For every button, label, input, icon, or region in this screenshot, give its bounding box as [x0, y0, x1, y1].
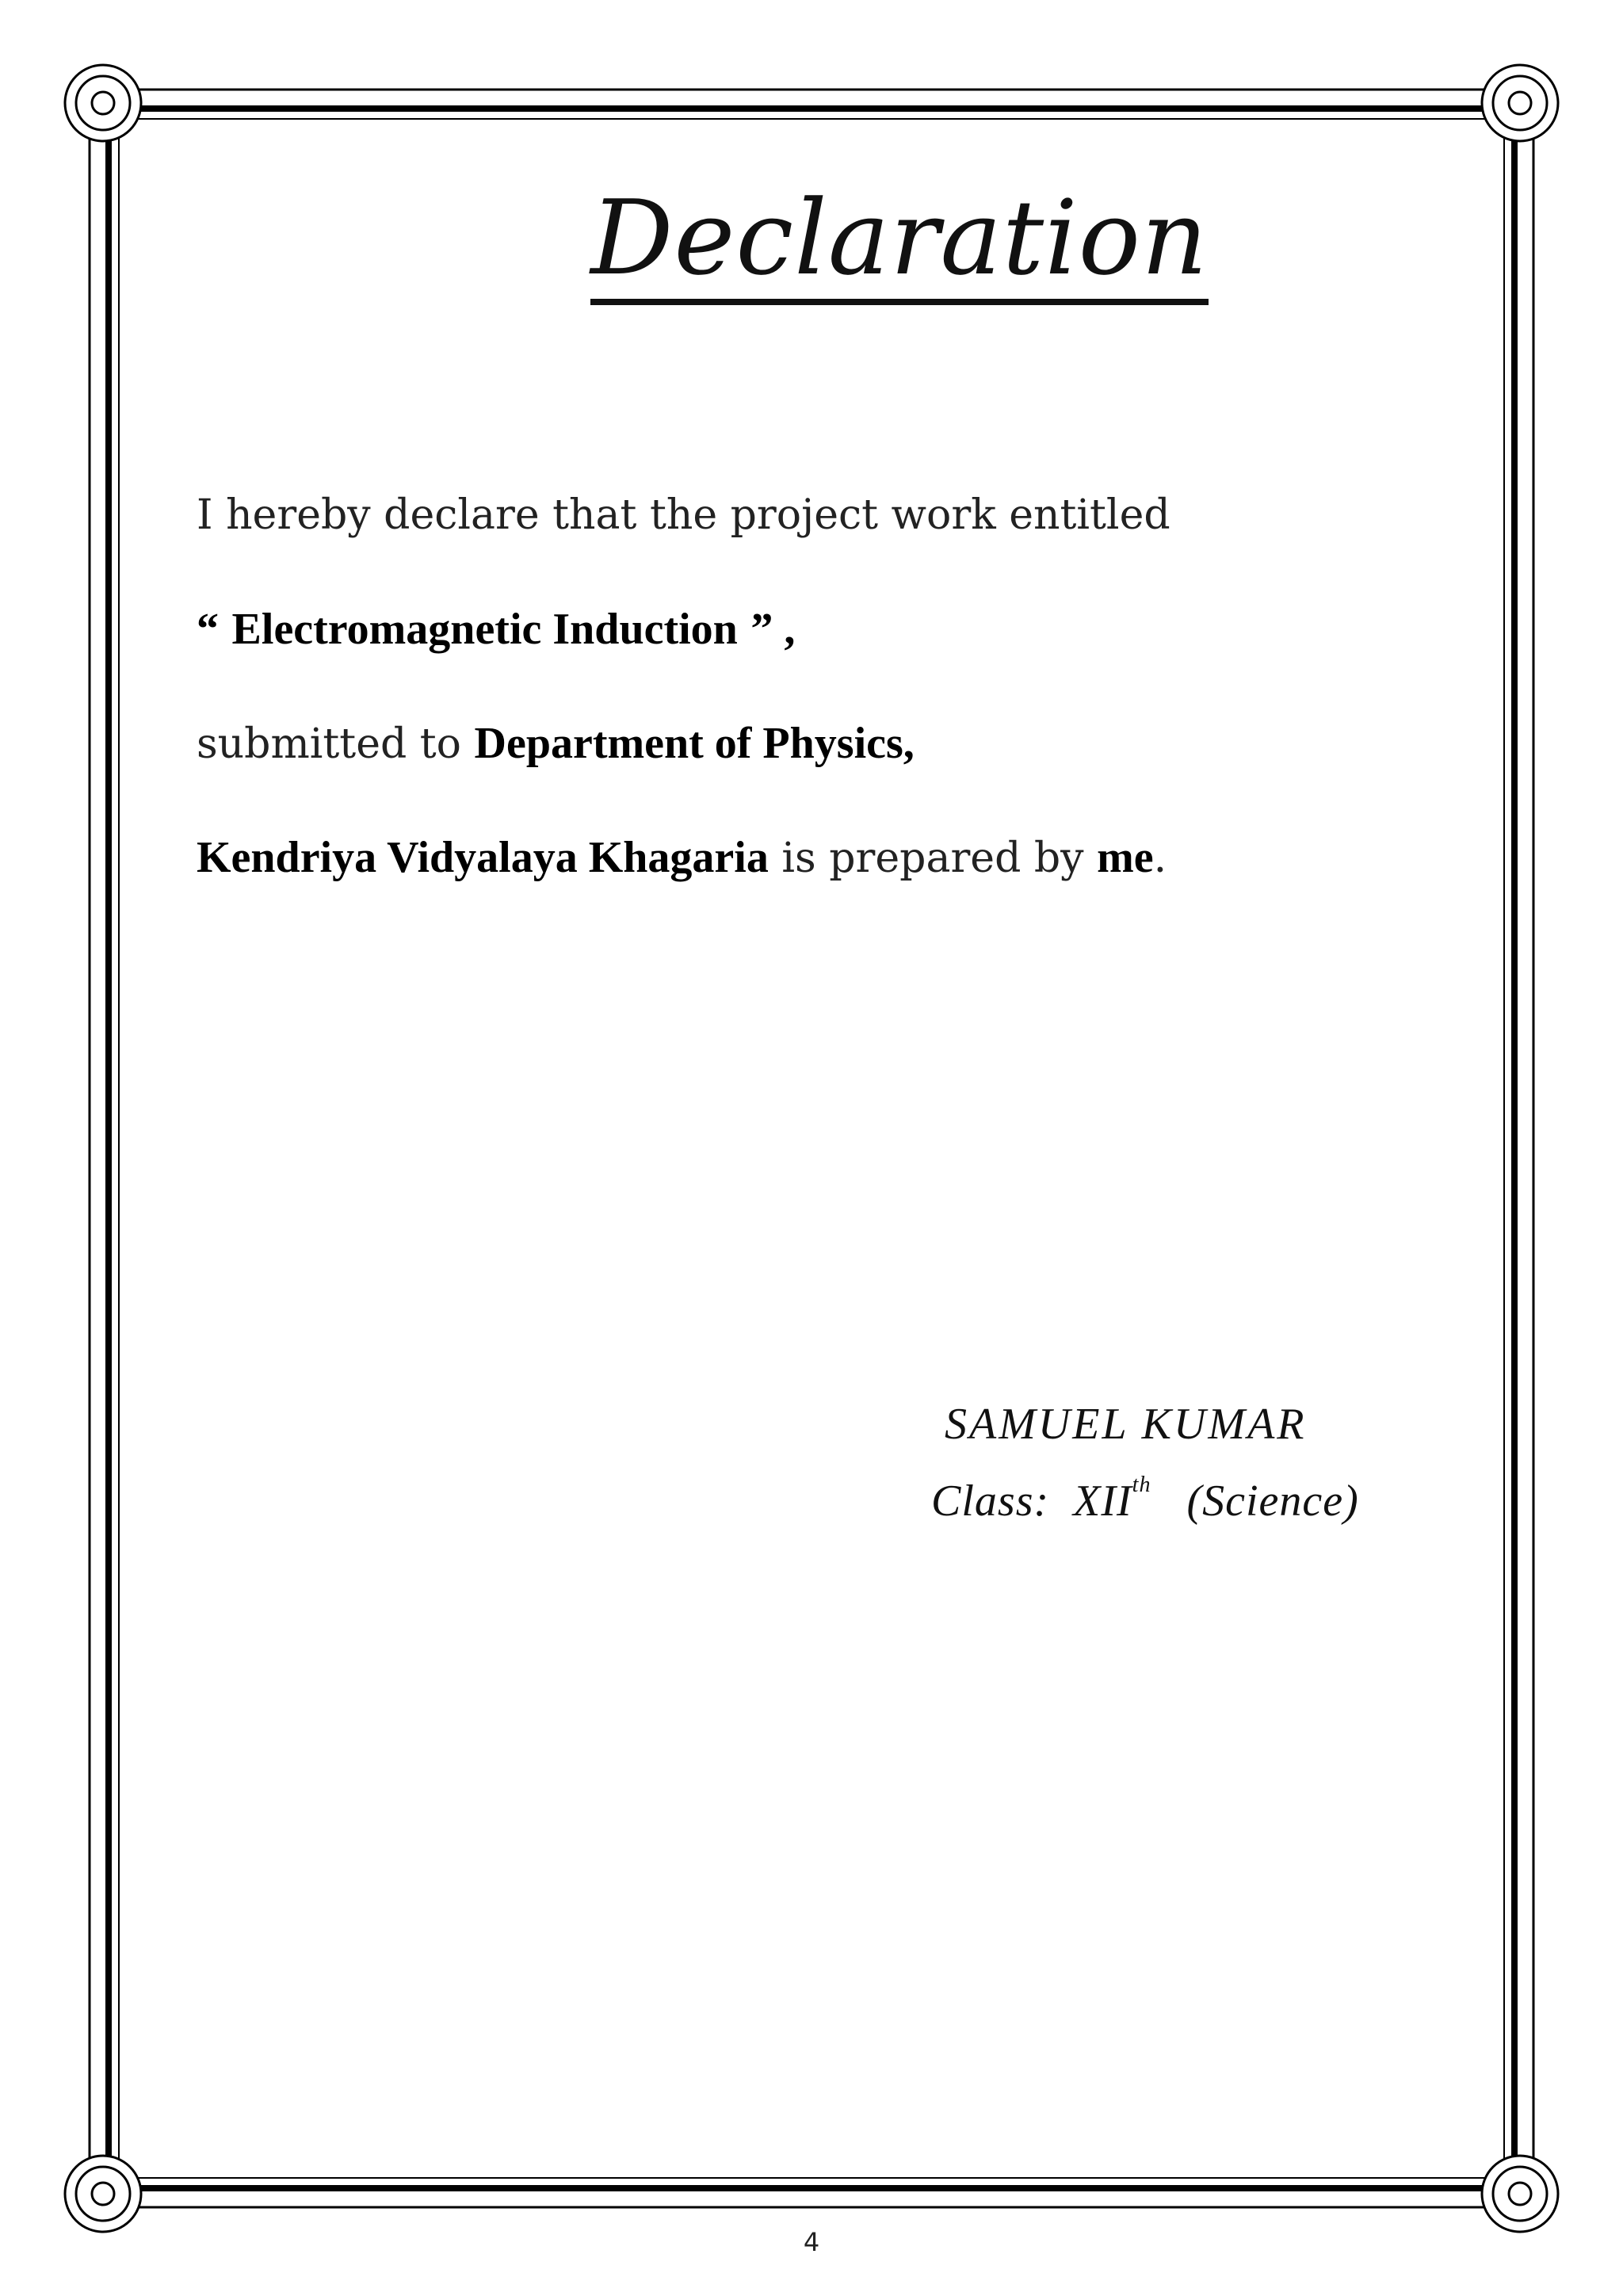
- department-name: Department of Physics,: [474, 719, 915, 768]
- project-title: Electromagnetic Induction: [231, 605, 738, 654]
- class-label: Class:: [931, 1477, 1050, 1526]
- prepared-by-text: is prepared by: [781, 835, 1084, 882]
- close-quote: ” ,: [750, 605, 796, 654]
- submitted-to-text: submitted to: [197, 720, 461, 768]
- class-value: XII: [1073, 1477, 1132, 1526]
- open-quote: “: [197, 605, 219, 654]
- page-title-container: [0, 178, 1623, 305]
- declaration-line-4: [197, 832, 1167, 884]
- page-number: 4: [803, 2227, 820, 2257]
- declaration-line-3: [197, 718, 915, 770]
- class-suffix: th: [1132, 1473, 1151, 1497]
- student-class: [931, 1473, 1359, 1526]
- class-stream: (Science): [1186, 1477, 1359, 1526]
- student-name: SAMUEL KUMAR: [945, 1400, 1307, 1449]
- me-text: me: [1097, 833, 1154, 882]
- declaration-line-1: I hereby declare that the project work entitled: [197, 491, 1170, 539]
- declaration-line-2: [197, 604, 795, 655]
- school-name: Kendriya Vidyalaya Khagaria: [197, 833, 769, 882]
- corner-ornament-icon: [65, 65, 1558, 2232]
- period: .: [1153, 835, 1167, 882]
- page-title: Declaration: [590, 178, 1209, 305]
